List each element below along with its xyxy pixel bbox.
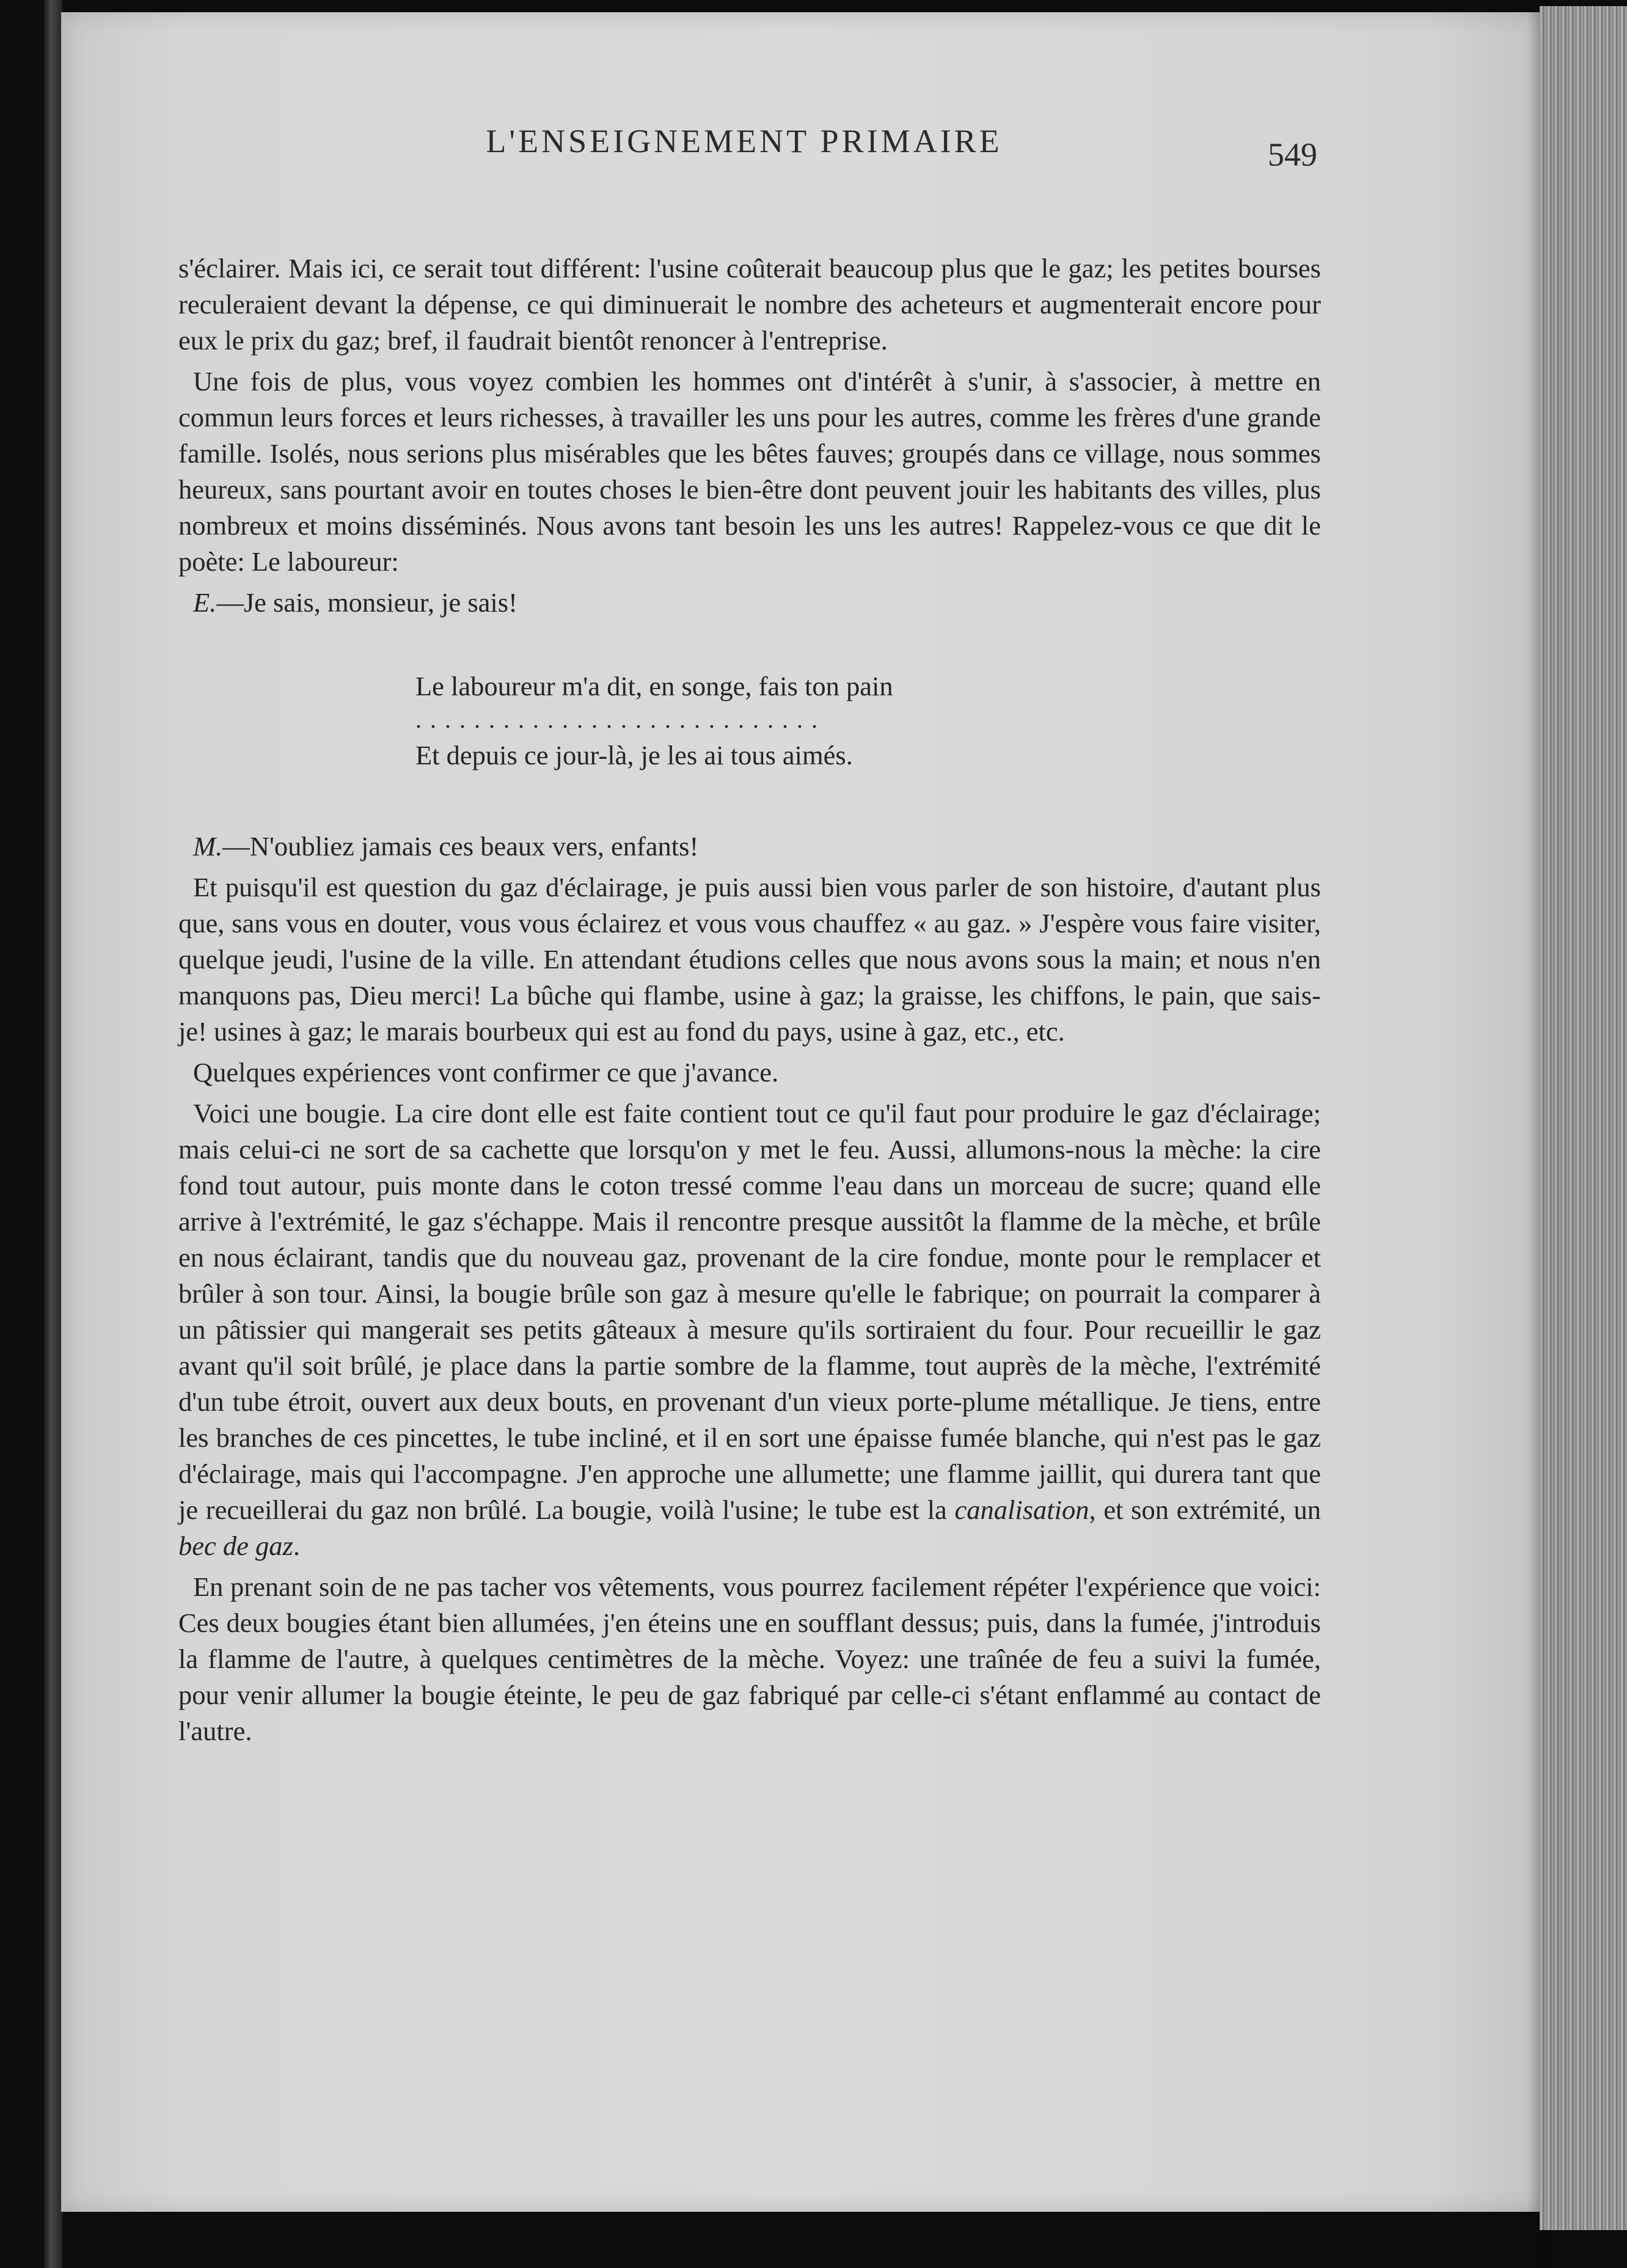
poem-line-1: Le laboureur m'a dit, en songe, fais ton pain [415,671,893,701]
poem-quote [415,668,1026,774]
speaker-label: M. [193,831,223,861]
paragraph-7 [178,1096,1321,1564]
paragraph-1: s'éclairer. Mais ici, ce serait tout différent: l'usine coûterait beaucoup plus que le gaz; les petites bourses reculeraient devant la dépense, ce qui diminuerait le nombre des acheteurs et augmenterait encore pour eux le prix du gaz; bref, il faudrait bientôt renoncer à l'entreprise. [178,253,1321,356]
paragraph-7-mid: , et son extrémité, un [1089,1494,1321,1525]
italic-term-canalisation: canalisation [954,1494,1089,1525]
paragraph-8: En prenant soin de ne pas tacher vos vêtements, vous pourrez facilement répéter l'expérience que voici: Ces deux bougies étant bien allumées, j'en éteins une en soufflant dessus; puis, dans la fumée, j'introduis la flamme de l'autre, à quelques centimètres de la mèche. Voyez: une traînée de feu a suivi la fumée, pour venir allumer la bougie éteinte, le peu de gaz fabriqué par celle-ci s'étant enflammé au contact de l'autre. [178,1571,1321,1746]
dialogue-maitre [178,829,1321,865]
book-spine-edge [44,0,62,2268]
poem-line-2: Et depuis ce jour-là, je les ai tous aimés. [415,740,853,770]
paragraph-5: Et puisqu'il est question du gaz d'éclairage, je puis aussi bien vous parler de son histoire, d'autant plus que, sans vous en douter, vous vous éclairez et vous vous chauffez « au gaz. » J'espère vous faire visiter, quelque jeudi, l'usine de la ville. En attendant étudions celles que nous avons sous la main; et nous n'en manquons pas, Dieu merci! La bûche qui flambe, usine à gaz; la graisse, les chiffons, le pain, que sais-je! usines à gaz; le marais bourbeux qui est au fond du pays, usine à gaz, etc., etc. [178,872,1321,1047]
paragraph-7-text: Voici une bougie. La cire dont elle est faite contient tout ce qu'il faut pour produire le gaz d'éclairage; mais celui-ci ne sort de sa cachette que lorsqu'on y met le feu. Aussi, allumons-nous la mèche: la cire fond tout autour, puis monte dans le coton tressé comme l'eau dans un morceau de sucre; quand elle arrive à l'extrémité, le gaz s'échappe. Mais il rencontre presque aussitôt la flamme de la mèche, et brûle en nous éclairant, tandis que du nouveau gaz, provenant de la cire fondue, monte pour le remplacer et brûler à son tour. Ainsi, la bougie brûle son gaz à mesure qu'elle le fabrique; on pourrait la comparer à un pâtissier qui mangerait ses petits gâteaux à mesure qu'ils sortiraient du four. Pour recueillir le gaz avant qu'il soit brûlé, je place dans la partie sombre de la flamme, tout auprès de la mèche, l'extrémité d'un tube étroit, ouvert aux deux bouts, en provenant d'un vieux porte-plume métallique. Je tiens, entre les branches de ces pincettes, le tube incliné, et il en sort une épaisse fumée blanche, qui n'est pas le gaz d'éclairage, mais qui l'accompagne. J'en approche une allumette; une flamme jaillit, qui durera tant que je recueillerai du gaz non brûlé. La bougie, voilà l'usine; le tube est la [178,1098,1321,1525]
paragraph-6: Quelques expériences vont confirmer ce que j'avance. [193,1057,779,1088]
dialogue-text: —N'oubliez jamais ces beaux vers, enfants! [222,831,699,861]
page-body [178,251,1321,1749]
dialogue-eleve [178,585,1321,621]
paragraph-2: Une fois de plus, vous voyez combien les hommes ont d'intérêt à s'unir, à s'associer, à mettre en commun leurs forces et leurs richesses, à travailler les uns pour les autres, comme les frères d'une grande famille. Isolés, nous serions plus misérables que les bêtes fauves; groupés dans ce village, nous sommes heureux, sans pourtant avoir en toutes choses le bien-être dont peuvent jouir les habitants des villes, plus nombreux et moins disséminés. Nous avons tant besoin les uns les autres! Rappelez-vous ce que dit le poète: Le laboureur: [178,366,1321,577]
speaker-label: E. [193,587,217,618]
dialogue-text: —Je sais, monsieur, je sais! [216,587,517,618]
book-fore-edge [1540,6,1627,2230]
poem-ellipsis: ............................ [415,706,826,733]
running-title: L'ENSEIGNEMENT PRIMAIRE [486,123,1003,159]
italic-term-bec-de-gaz: bec de gaz [178,1531,293,1561]
paragraph-7-end: . [293,1531,300,1561]
page-number: 549 [1268,136,1317,173]
